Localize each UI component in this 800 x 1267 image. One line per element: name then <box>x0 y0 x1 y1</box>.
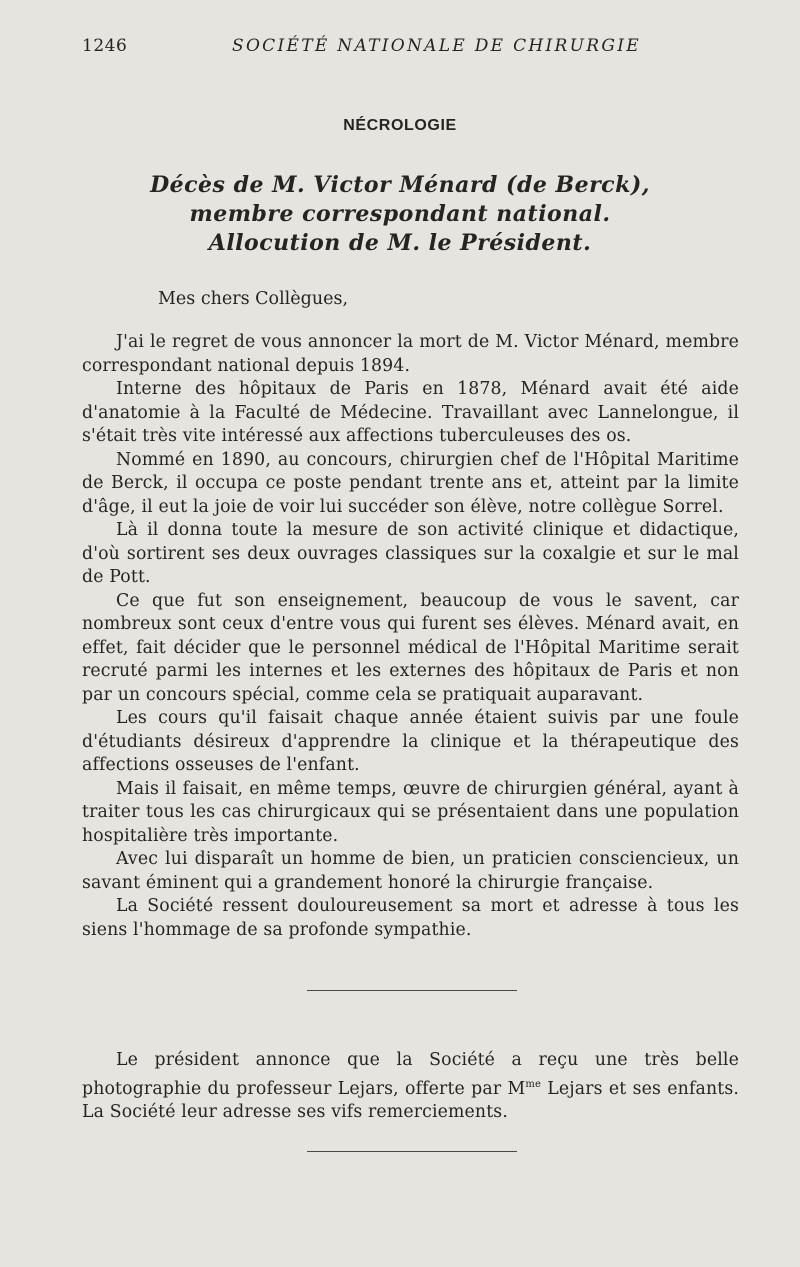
running-header <box>82 36 742 60</box>
paragraph: La Société ressent douloureusement sa mort et adresse à tous les siens l'hommage de sa profonde sympathie. <box>82 896 739 940</box>
announcement <box>82 1049 739 1124</box>
paragraph: Là il donna toute la mesure de son activité clinique et didactique, d'où sortirent ses deux ouvrages classiques sur la coxalgie et sur le mal de Pott. <box>82 520 739 587</box>
announcement-superscript: me <box>525 1078 542 1090</box>
paragraph: Les cours qu'il faisait chaque année étaient suivis par une foule d'étudiants désireux d'apprendre la clinique et la thérapeutique des affections osseuses de l'enfant. <box>82 708 739 775</box>
headline-line-1: Décès de M. Victor Ménard (de Berck), <box>150 172 650 198</box>
salutation: Mes chers Collègues, <box>158 289 349 309</box>
announcement-paragraph <box>82 1049 739 1124</box>
section-title: NÉCROLOGIE <box>343 117 457 134</box>
announcement-text-after: Lejars et ses enfants. La Société leur adresse ses vifs remerciements. <box>82 1078 739 1122</box>
paragraph: Ce que fut son enseignement, beaucoup de vous le savent, car nombreux sont ceux d'entre vous qui furent ses élèves. Ménard avait, en effet, fait décider que le personnel médical de l'Hôpital Maritime serait recruté parmi les internes et les externes des hôpitaux de Paris et non par un concours spécial, comme cela se pratiquait auparavant. <box>82 590 739 705</box>
page-number: 1246 <box>82 36 128 56</box>
announcement-text-before: Le président annonce que la Société a reçu une très belle photographie du professeur Lejars, offerte par M <box>82 1050 739 1099</box>
paragraph: Avec lui disparaît un homme de bien, un praticien consciencieux, un savant éminent qui a grandement honoré la chirurgie française. <box>82 849 739 893</box>
paragraph: Interne des hôpitaux de Paris en 1878, Ménard avait été aide d'anatomie à la Faculté de Médecine. Travaillant avec Lannelongue, il s'était très vite intéressé aux affections tuberculeuses des os. <box>82 379 739 446</box>
headline-line-2: membre correspondant national. <box>189 201 611 227</box>
paragraph: Mais il faisait, en même temps, œuvre de chirurgien général, ayant à traiter tous les cas chirurgicaux qui se présentaient dans une population hospitalière très importante. <box>82 778 739 846</box>
journal-title: SOCIÉTÉ NATIONALE DE CHIRURGIE <box>232 36 641 56</box>
paragraph: Nommé en 1890, au concours, chirurgien chef de l'Hôpital Maritime de Berck, il occupa ce poste pendant trente ans et, atteint par la limite d'âge, il eut la joie de voir lui succéder son élève, notre collègue Sorrel. <box>82 449 739 517</box>
obituary-body <box>82 331 739 942</box>
separator-rule <box>307 990 517 991</box>
separator-rule <box>307 1151 517 1152</box>
headline-line-3: Allocution de M. le Président. <box>208 230 592 256</box>
paragraph: J'ai le regret de vous annoncer la mort de M. Victor Ménard, membre correspondant national depuis 1894. <box>82 332 739 376</box>
